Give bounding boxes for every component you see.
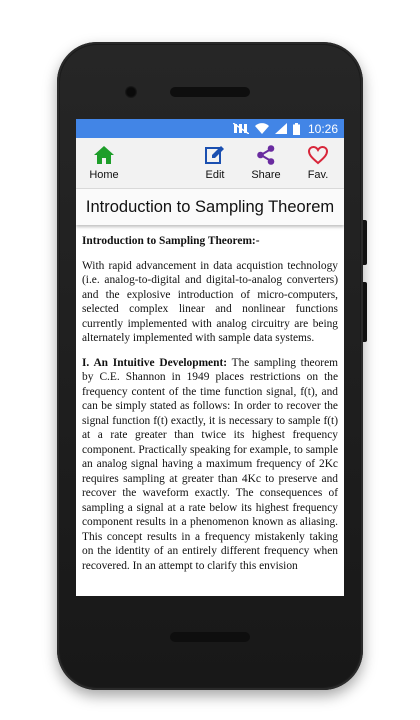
heart-icon — [307, 144, 329, 166]
article-content — [76, 225, 344, 573]
edit-label: Edit — [205, 169, 225, 181]
status-bar — [76, 119, 344, 138]
article-heading: Introduction to Sampling Theorem:- — [82, 235, 260, 247]
phone-screen — [76, 119, 344, 596]
share-label: Share — [251, 169, 281, 181]
article-paragraph-2-text: The sampling theorem by C.E. Shannon in 1949 places restrictions on the frequency content of the time function signal, f(t), and can be simply stated as follows: In order to recover the signal function f(t) exactly, it is necessary to sample f(t) at a rate greater than twice its highest frequency component. Practically speaking for example, to sample an analog signal having a maximum frequency of 2Kc requires sampling at greater than 4Kc to preserve and recover the waveform exactly. The consequences of sampling a signal at a rate below its highest frequency component results in a phenomenon known as aliasing. This concept results in a frequency mistakenly taking on the identity of an entirely different frequency when recovered. In an attempt to clarify this envision — [82, 356, 338, 572]
section-heading: I. An Intuitive Development: — [82, 356, 228, 369]
volume-button[interactable] — [363, 282, 367, 342]
page-title-bar — [76, 189, 344, 225]
edit-icon — [204, 144, 226, 166]
status-time: 10:26 — [307, 121, 338, 136]
signal-icon — [275, 123, 287, 134]
home-icon — [93, 144, 115, 166]
page-title: Introduction to Sampling Theorem — [85, 197, 335, 216]
wifi-icon — [255, 123, 269, 134]
mute-icon — [233, 123, 249, 134]
article-paragraph-1: With rapid advancement in data acquistion technology (i.e. analog-to-digital and digital-to-analog converters) and the explosive introduction of micro-computers, selected complex linear and nonlinear functions currently implemented with analog circuitry are being alternately implemented with sample data systems. — [82, 259, 338, 344]
article-paragraph-2 — [82, 356, 338, 574]
share-icon — [255, 144, 277, 166]
top-speaker — [170, 87, 250, 97]
share-button[interactable] — [241, 144, 291, 181]
battery-icon — [293, 123, 300, 135]
action-toolbar — [76, 138, 344, 189]
favorite-button[interactable] — [293, 144, 343, 181]
edit-button[interactable] — [190, 144, 240, 181]
home-label: Home — [89, 169, 119, 181]
favorite-label: Fav. — [307, 169, 329, 181]
front-camera — [125, 86, 137, 98]
home-button[interactable] — [79, 144, 129, 181]
bottom-speaker — [170, 632, 250, 642]
power-button[interactable] — [363, 220, 367, 265]
